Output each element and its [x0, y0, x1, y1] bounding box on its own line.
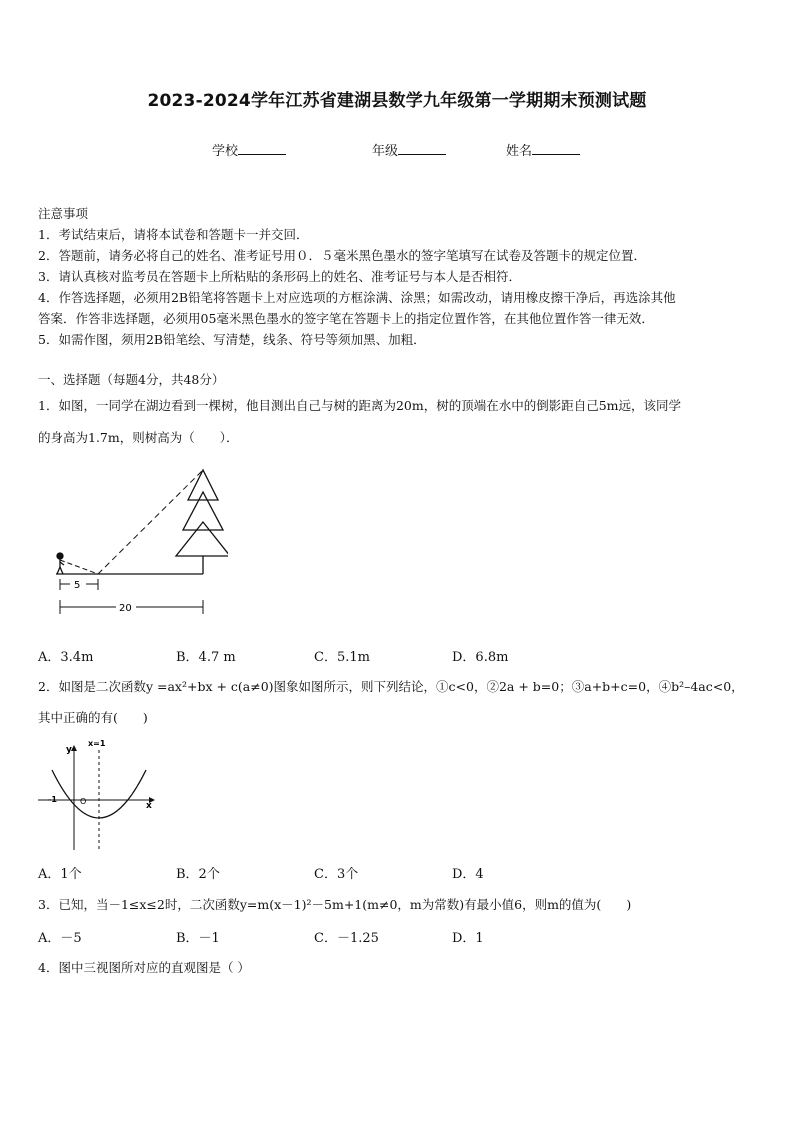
name-label: 姓名	[506, 144, 533, 159]
q3-option-d[interactable]: D．1	[452, 931, 484, 946]
q1-text-line1: 1．如图，一同学在湖边看到一棵树，他目测出自己与树的距离为20m，树的顶端在水中的倒影距自己5m远，该同学	[38, 398, 682, 413]
section-heading: 一、选择题（每题4分，共48分）	[38, 372, 225, 387]
grade-field	[372, 140, 446, 159]
grade-label: 年级	[372, 144, 399, 159]
q1-figure	[48, 462, 228, 622]
person-icon	[57, 553, 64, 574]
neg1-label: -1	[48, 795, 57, 804]
origin-label: O	[80, 797, 87, 806]
q2-option-d[interactable]: D．4	[452, 867, 484, 882]
q2-text-line2: 其中正确的有( )	[38, 710, 148, 725]
notice-item: 答案．作答非选择题，必须用05毫米黑色墨水的签字笔在答题卡上的指定位置作答，在其他位置作答一律无效．	[38, 311, 654, 326]
notice-item: 2．答题前，请务必将自己的姓名、准考证号用０．５毫米黑色墨水的签字笔填写在试卷及答题卡的规定位置．	[38, 248, 646, 263]
school-field	[212, 140, 286, 159]
notice-item: 3．请认真核对监考员在答题卡上所粘贴的条形码上的姓名、准考证号与本人是否相符．	[38, 269, 521, 284]
q1-option-c[interactable]: C．5.1m	[314, 650, 370, 665]
q3-option-a[interactable]: A．－5	[38, 931, 82, 946]
axis-label: x=1	[88, 739, 106, 748]
q1-option-b[interactable]: B．4.7 m	[176, 650, 236, 665]
notice-item: 4．作答选择题，必须用2B铅笔将答题卡上对应选项的方框涂满、涂黑；如需改动，请用橡皮擦干净后，再选涂其他	[38, 290, 676, 305]
q3-text-line1: 3．已知，当－1≤x≤2时，二次函数y=m(x－1)²－5m+1(m≠0，m为常数)有最小值6，则m的值为( )	[38, 897, 632, 912]
q3-option-c[interactable]: C．－1.25	[314, 931, 379, 946]
q3-option-b[interactable]: B．－1	[176, 931, 220, 946]
q1-option-d[interactable]: D．6.8m	[452, 650, 509, 665]
q1-text-line2: 的身高为1.7m，则树高为（ ）．	[38, 430, 239, 445]
tree-icon	[176, 470, 228, 574]
q2-text-line1: 2．如图是二次函数y =ax²+bx + c(a≠0)图象如图所示，则下列结论，①c<0，②2a + b=0；③a+b+c=0，④b²–4ac<0，	[38, 679, 744, 694]
notice-heading: 注意事项	[38, 206, 89, 221]
page-title: 2023-2024学年江苏省建湖县数学九年级第一学期期末预测试题	[147, 91, 647, 111]
label-20: 20	[119, 603, 132, 614]
name-blank[interactable]	[532, 142, 580, 155]
grade-blank[interactable]	[398, 142, 446, 155]
name-field	[506, 140, 580, 159]
q2-option-b[interactable]: B．2个	[176, 867, 220, 882]
school-blank[interactable]	[238, 142, 286, 155]
label-5: 5	[74, 580, 81, 591]
q2-option-a[interactable]: A．1个	[38, 867, 82, 882]
q2-option-c[interactable]: C．3个	[314, 867, 359, 882]
q4-text-line1: 4．图中三视图所对应的直观图是（ ）	[38, 960, 250, 975]
q1-option-a[interactable]: A．3.4m	[38, 650, 94, 665]
notice-item: 5．如需作图，须用2B铅笔绘、写清楚，线条、符号等须加黑、加粗．	[38, 332, 426, 347]
sight-line-reflection	[60, 560, 98, 574]
x-label: x	[146, 801, 152, 811]
y-label: y	[66, 745, 72, 755]
notice-item: 1．考试结束后，请将本试卷和答题卡一并交回．	[38, 227, 309, 242]
q2-figure	[34, 736, 160, 854]
school-label: 学校	[212, 144, 239, 159]
